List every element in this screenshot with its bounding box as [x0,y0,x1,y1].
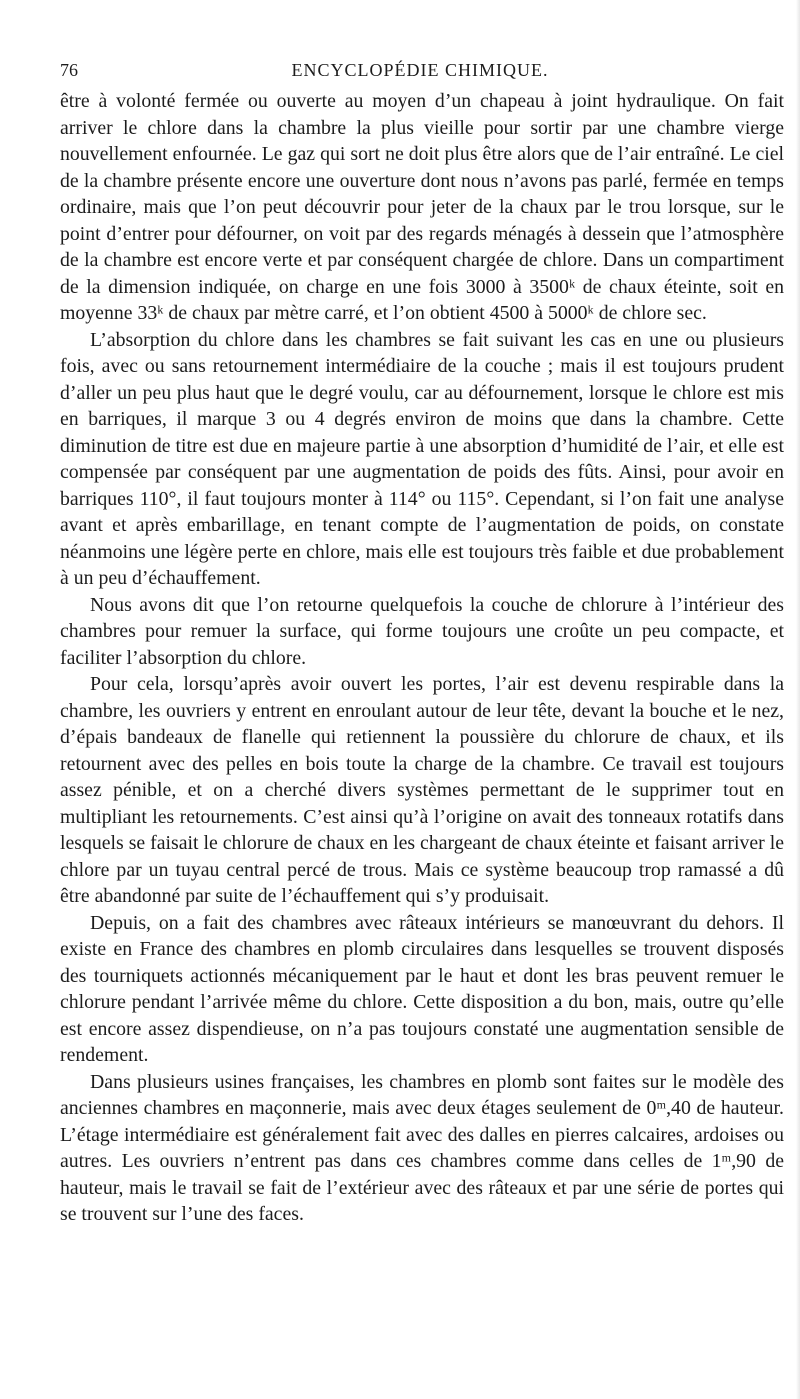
paragraph-layer-turning: Nous avons dit que l’on retourne quelquefois la couche de chlorure à l’intérieur des chambres pour remuer la surface, qui forme toujours une croûte un peu compacte, et faciliter l’absorption du chlore. [60,593,784,669]
running-title: ENCYCLOPÉDIE CHIMIQUE. [291,60,549,80]
paragraph-workers-procedure: Pour cela, lorsqu’après avoir ouvert les portes, l’air est devenu respirable dans la chambre, les ouvriers y entrent en enroulant autour de leur tête, devant la bouche et le nez, d’épais bandeaux de flanelle qui retiennent la poussière du chlorure de chaux, et ils retournent avec des pelles en bois toute la charge de la chambre. Ce travail est toujours assez pénible, et on a cherché divers systèmes permettant de le supprimer tout en multipliant les retournements. C’est ainsi qu’à l’origine on avait des tonneaux rotatifs dans lesquels se faisait le chlorure de chaux en les chargeant de chaux éteinte et faisant arriver le chlore par un tuyau central percé de trous. Mais ce système beaucoup trop ramassé a dû être abandonné par suite de l’échauffement qui s’y produisait. [60,673,784,907]
paragraph-rake-chambers: Depuis, on a fait des chambres avec râteaux intérieurs se manœuvrant du dehors. Il existe en France des chambres en plomb circulaires dans lesquelles se trouvent disposés des tourniquets actionnés mécaniquement par le haut et dont les bras peuvent remuer le chlorure pendant l’arrivée même du chlore. Cette disposition a du bon, mais, outre qu’elle est encore assez dispendieuse, on n’a pas toujours constaté une augmentation sensible de rendement. [60,911,784,1066]
paragraph-lead-chambers: Dans plusieurs usines françaises, les chambres en plomb sont faites sur le modèle des anciennes chambres en maçonnerie, mais avec deux étages seulement de 0ᵐ,40 de hauteur. L’étage intermédiaire est généralement fait avec des dalles en pierres calcaires, ardoises ou autres. Les ouvriers n’entrent pas dans ces chambres comme dans celles de 1ᵐ,90 de hauteur, mais le travail se fait de l’extérieur avec des râteaux et par une série de portes qui se trouvent sur l’une des faces. [60,1070,784,1225]
page-number: 76 [60,60,78,80]
body-text [60,88,784,1228]
paragraph-continued: être à volonté fermée ou ouverte au moyen d’un chapeau à joint hydraulique. On fait arriver le chlore dans la chambre la plus vieille pour sortir par une chambre vierge nouvellement enfournée. Le gaz qui sort ne doit plus être alors que de l’air entraîné. Le ciel de la chambre présente encore une ouverture dont nous n’avons pas parlé, fermée en temps ordinaire, mais que l’on peut découvrir pour jeter de la chaux par le trou lorsque, sur le point d’entrer pour défourner, on voit par des regards ménagés à dessein que l’atmosphère de la chambre est encore verte et par conséquent chargée de chlore. Dans un compartiment de la dimension indiquée, on charge en une fois 3000 à 3500ᵏ de chaux éteinte, soit en moyenne 33ᵏ de chaux par mètre carré, et l’on obtient 4500 à 5000ᵏ de chlore sec. [60,90,784,324]
paragraph-chlorine-absorption: L’absorption du chlore dans les chambres se fait suivant les cas en une ou plusieurs fois, avec ou sans retournement intermédiaire de la couche ; mais il est toujours prudent d’aller un peu plus haut que le degré voulu, car au défournement, lorsque le chlore est mis en barriques, il marque 3 ou 4 degrés environ de moins que dans la chambre. Cette diminution de titre est due en majeure partie à une absorption d’humidité de l’air, et elle est compensée par conséquent par une augmentation de poids des fûts. Ainsi, pour avoir en barriques 110°, il faut toujours monter à 114° ou 115°. Cependant, si l’on fait une analyse avant et après embarillage, en tenant compte de l’augmentation de poids, on constate néanmoins une légère perte en chlore, mais elle est toujours très faible et due probablement à un peu d’échauffement. [60,328,784,589]
page-header [60,60,780,86]
page-edge-shadow [796,0,800,1399]
